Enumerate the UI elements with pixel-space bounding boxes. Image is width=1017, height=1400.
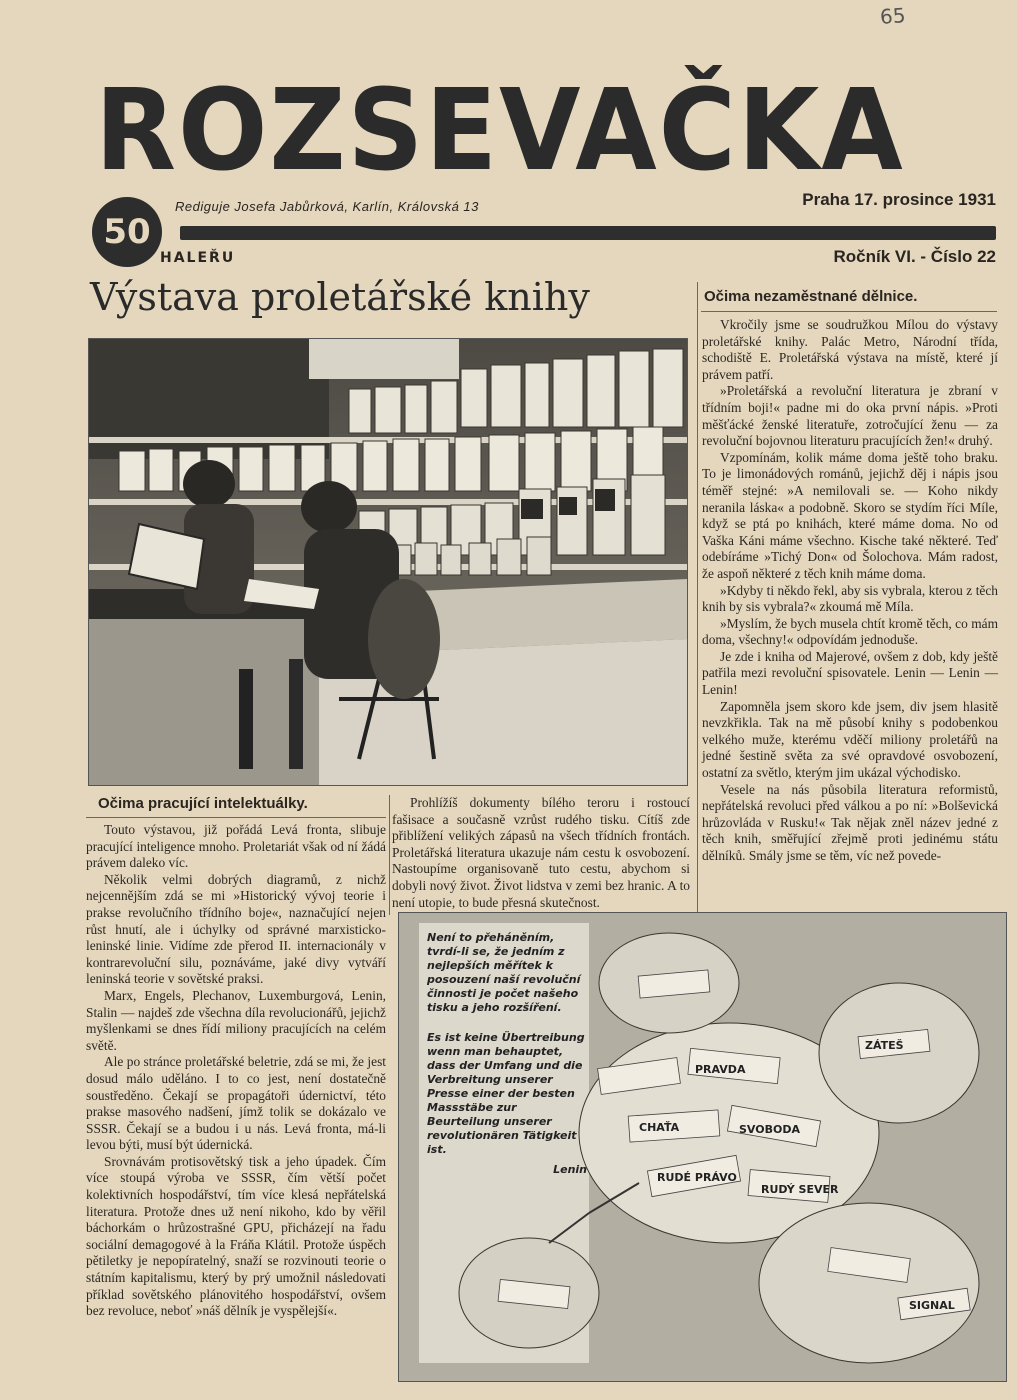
editor-line: Rediguje Josefa Jabůrková, Karlín, Královská 13 bbox=[175, 199, 479, 214]
poster-paper-label: SIGNAL bbox=[909, 1299, 955, 1312]
section-underline bbox=[86, 817, 386, 818]
masthead-title: ROZSEVAČKA bbox=[95, 66, 905, 196]
poster-paper-label: PRAVDA bbox=[695, 1063, 746, 1076]
poster-paper-label: RUDÉ PRÁVO bbox=[657, 1171, 737, 1184]
poster-paper-label: CHAŤA bbox=[639, 1121, 680, 1134]
article-intellectual-continued bbox=[392, 795, 690, 928]
issue-number: Ročník VI. - Číslo 22 bbox=[833, 247, 996, 266]
article-unemployed-body bbox=[702, 317, 998, 865]
article-intellectual-body bbox=[86, 822, 386, 1320]
article-paragraph: »Kdyby ti někdo řekl, aby sis vybrala, kterou z těch knih by sis vybrala?« zkoumá mě Míla. bbox=[702, 582, 998, 615]
article-paragraph: Vkročily jsme se soudružkou Mílou do výstavy proletářské knihy. Palác Metro, Národní třída, schodiště E. Proletářská výstava na místě, které jí právem patří. bbox=[702, 317, 998, 382]
press-poster-photo bbox=[398, 912, 1007, 1382]
poster-paper-label: SVOBODA bbox=[739, 1123, 800, 1136]
article-paragraph: Prohlížíš dokumenty bílého teroru i rostoucí fašisace a současně vzrůst rudého tisku. Cítíš zde přiblížení velikých zápasů na všech třídních frontách. Proletářská literatura ukazuje nám cestu k osvobození. Nastoupíme organisovaně tuto cestu, abychom si dobyli nový život. Život lidstva v zemi bez hranic. A to není utopie, to bude přesná skutečnost. bbox=[392, 795, 690, 910]
press-poster-image bbox=[399, 913, 1006, 1381]
column-rule bbox=[697, 282, 698, 912]
article-paragraph: »Myslím, že bych musela chtít kromě těch, co mám doma, všechny!« odpovídám jednoduše. bbox=[702, 615, 998, 648]
price-unit: HALEŘU bbox=[160, 250, 236, 266]
section-title-unemployed: Očima nezaměstnané dělnice. bbox=[704, 288, 918, 305]
article-paragraph: Je zde i kniha od Majerové, ovšem z dob, kdy ještě patřila mezi revoluční spisovatele. Lenin — Lenin — Lenin! bbox=[702, 648, 998, 698]
section-underline bbox=[701, 311, 997, 312]
section-title-intellectual: Očima pracující intelektuálky. bbox=[98, 795, 308, 812]
poster-paper-label: RUDÝ SEVER bbox=[761, 1183, 839, 1196]
exhibition-photo-image bbox=[89, 339, 687, 785]
article-paragraph: Vzpomínám, kolik máme doma ještě toho braku. To je limonádových románů, jejichž děj i nápis jsou téměř stejné: »A nemilovali se. — Koho nikdy neranila láska« a podobně. Skoro se stydím říci Míle, když se ptá po knihách, které máme doma. No od Vaška Káni máme všechno. Kische také některé. Teď odebíráme »Tichý Don« od Šolochova. Mám radost, že aspoň některé z těch knih máme doma. bbox=[702, 449, 998, 581]
poster-czech-quote: Není to přeháněním, tvrdí-li se, že jedním z nejlepších měřítek k posouzení naší revoluční činnosti je počet našeho tisku a jeho rozšíření. bbox=[427, 931, 581, 1014]
article-paragraph: Zapomněla jsem skoro kde jsem, div jsem hlasitě nevzkřikla. Tak na mě působí knihy s podobenkou velkého muže, kterému vděčí miliony proletářů na jedné šestině světa za své opravdové osvobození, ostatní za světlo, kterým jim ukázal východisko. bbox=[702, 698, 998, 781]
exhibition-photo bbox=[88, 338, 688, 786]
article-paragraph: Srovnávám protisovětský tisk a jeho úpadek. Čím více stoupá výroba ve SSSR, čím větší počet kolektivních hospodářství, tím více klesá nepřátelská literatura. Protože dnes už není nikoho, kdo by věřil báchorkám o hrůzostrašné GPU, přicházejí na řadu sociální demagogové à la Fráňa Klátil. Protože úspěch pětiletky je nepopíratelný, snaží se rozvinouti teorie o státním kapitalismu, který by prý umožnil následovati příklad sovětského plánovitého hospodářství, ovšem bez revoluce, neboť »náš dělník je vyspělejší«. bbox=[86, 1153, 386, 1319]
article-paragraph: Ale po stránce proletářské beletrie, zdá se mi, že jest dosud málo uděláno. I to co jest, není dostatečně soustředěno. Čekají se propagátoři údernictví, této prakse masového nadšení, jímž tolik se dokázalo ve SSSR. Čekají se a budou i u nás. Levá fronta, má-li levou býti, musí být údernická. bbox=[86, 1054, 386, 1153]
article-paragraph: »Proletářská a revoluční literatura je zbraní v třídním boji!« padne mi do oka první nápis. »Proti měšťácké ženské literatuře, zotročující ženu — za revoluční bojovnou literaturu pracujících žen!« druhý. bbox=[702, 383, 998, 449]
price-badge: 50 bbox=[92, 197, 162, 267]
masthead-divider-bar bbox=[180, 226, 996, 240]
main-headline: Výstava proletářské knihy bbox=[90, 275, 590, 319]
article-paragraph: Několik velmi dobrých diagramů, z nichž nejcennějším zdá se mi »Historický vývoj teorie i prakse revolučního třídního boje«, naznačující nejen růst hnutí, ale i úchylky od správné marxisticko-leninské linie. Vidíme zde přerod II. internacionály v kontrarevoluční silu, poznáváme, jaké divy vytváří leninská teorie v sovětské praksi. bbox=[86, 871, 386, 987]
column-rule bbox=[389, 795, 390, 915]
article-paragraph: Marx, Engels, Plechanov, Luxemburgová, Lenin, Stalin — najdeš zde všechna díla revolucionářů, jejichž myšlenkami se dnes řídí miliony pracujících na celém světě. bbox=[86, 987, 386, 1053]
article-paragraph: Touto výstavou, již pořádá Levá fronta, slibuje pracující inteligence mnoho. Proletariát však od ní žádá právem daleko víc. bbox=[86, 822, 386, 871]
poster-attribution: Lenin bbox=[553, 1163, 587, 1176]
pencil-annotation: 65 bbox=[879, 3, 907, 29]
dateline: Praha 17. prosince 1931 bbox=[802, 190, 996, 209]
article-paragraph: Vesele na nás působila literatura reformistů, nepřátelská revoluci před válkou a po ní: »Bolševická hrůzovláda v Rusku!« Tak nějak zněl název jedné z těch knih, směřující zřejmě proti jedinému státu dělníků. Smály jsme se těm, víc než povede- bbox=[702, 781, 998, 863]
poster-paper-label: ZÁTEŠ bbox=[865, 1039, 904, 1052]
poster-german-quote: Es ist keine Übertreibung wenn man behauptet, dass der Umfang und die Verbreitung unserer Presse einer der besten Massstäbe zur Beurteilung unserer revolutionären Tätigkeit ist. bbox=[427, 1031, 585, 1156]
